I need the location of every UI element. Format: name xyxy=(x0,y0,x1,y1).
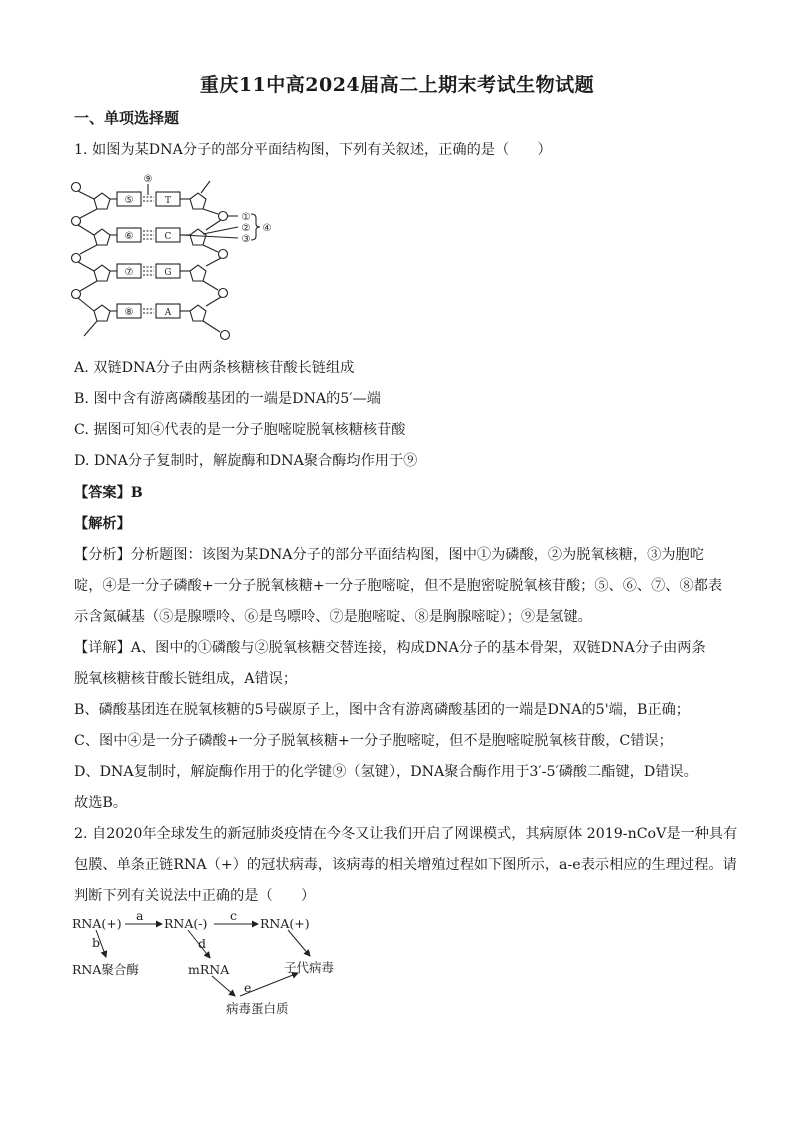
sugar-pentagon xyxy=(190,193,206,209)
phosphate-circle xyxy=(72,183,81,192)
sugar-pentagon xyxy=(94,193,110,209)
sugar-pentagon xyxy=(190,305,206,321)
process-label-a: a xyxy=(136,910,144,923)
phosphate-circle xyxy=(221,331,230,340)
base-label-right: C xyxy=(164,232,172,242)
q2-stem-line: 包膜、单条正链RNA（+）的冠状病毒，该病毒的相关增殖过程如下图所示，a-e表示相应的生理过程。请 xyxy=(74,857,737,873)
sugar-pentagon xyxy=(190,265,206,281)
process-label-b: b xyxy=(92,935,101,950)
phosphate-circle xyxy=(72,290,81,299)
base-label-right: A xyxy=(164,308,172,318)
sugar-pentagon xyxy=(190,229,206,245)
part-label: ① xyxy=(241,212,251,223)
analysis-line: D、DNA复制时，解旋酶作用于的化学键⑨（氢键），DNA聚合酶作用于3′-5′磷酸二酯键，D错误。 xyxy=(74,764,698,780)
rna-positive-label-2: RNA(+) xyxy=(260,916,310,931)
rna-positive-label: RNA(+) xyxy=(72,916,122,931)
process-label-e: e xyxy=(244,980,252,995)
base-label-left: ⑥ xyxy=(124,231,134,242)
base-label-right: T xyxy=(164,196,172,206)
part-label: ③ xyxy=(241,234,251,245)
base-label-left: ⑦ xyxy=(124,267,134,278)
analysis-line: 故选B。 xyxy=(74,795,127,811)
analysis-line: 啶，④是一分子磷酸+一分子脱氧核糖+一分子胞嘧啶，但不是胞密啶脱氧核苷酸；⑤、⑥、⑦、⑧都表 xyxy=(74,578,723,594)
q1-option-a: A. 双链DNA分子由两条核糖核苷酸长链组成 xyxy=(74,360,355,376)
analysis-line: 【分析】分析题图：该图为某DNA分子的部分平面结构图，图中①为磷酸，②为脱氧核糖，③为胞咜 xyxy=(74,547,704,563)
q1-answer: 【答案】B xyxy=(74,485,143,501)
analysis-line: B、磷酸基团连在脱氧核糖的5号碳原子上，图中含有游离磷酸基团的一端是DNA的5'端，B正确； xyxy=(74,702,690,718)
base-label-left: ⑤ xyxy=(124,195,134,206)
process-label-d: d xyxy=(198,936,207,951)
q1-stem: 1. 如图为某DNA分子的部分平面结构图，下列有关叙述，正确的是（ ） xyxy=(74,142,552,158)
analysis-line: C、图中④是一分子磷酸+一分子脱氧核糖+一分子胞嘧啶，但不是胞嘧啶脱氧核苷酸，C错误； xyxy=(74,733,673,749)
q2-stem-line: 判断下列有关说法中正确的是（ ） xyxy=(74,888,316,904)
base-label-left: ⑧ xyxy=(124,307,134,318)
rna-polymerase-label: RNA聚合酶 xyxy=(72,962,139,977)
q1-analysis-heading: 【解析】 xyxy=(74,516,131,532)
dna-structure-figure xyxy=(70,172,280,347)
virus-replication-diagram xyxy=(70,910,370,1020)
section-heading: 一、单项选择题 xyxy=(74,109,180,127)
phosphate-circle xyxy=(219,289,228,298)
phosphate-circle xyxy=(72,254,81,263)
mrna-label: mRNA xyxy=(188,962,230,977)
analysis-line: 脱氧核糖核苷酸长链组成，A错误； xyxy=(74,671,298,687)
process-label-c: c xyxy=(230,910,238,923)
rna-negative-label: RNA(-) xyxy=(164,916,208,931)
sugar-pentagon xyxy=(94,305,110,321)
virus-protein-label: 病毒蛋白质 xyxy=(226,1001,289,1016)
phosphate-circle xyxy=(72,217,81,226)
phosphate-circle xyxy=(219,250,228,259)
analysis-line: 【详解】A、图中的①磷酸与②脱氧核糖交替连接，构成DNA分子的基本骨架，双链DNA分子由两条 xyxy=(74,640,706,656)
analysis-line: 示含氮碱基（⑤是腺嘌呤、⑥是鸟嘌呤、⑦是胞嘧啶、⑧是胸腺嘧啶）；⑨是氢键。 xyxy=(74,609,592,625)
phosphate-circle xyxy=(219,212,228,221)
q1-option-d: D. DNA分子复制时，解旋酶和DNA聚合酶均作用于⑨ xyxy=(74,453,418,469)
progeny-virus-label: 子代病毒 xyxy=(284,960,335,975)
q2-stem-line: 2. 自2020年全球发生的新冠肺炎疫情在今冬又让我们开启了网课模式，其病原体 2019-nCoV是一种具有 xyxy=(74,826,738,842)
bond-label: ⑨ xyxy=(143,174,153,185)
part-label: ② xyxy=(241,223,251,234)
sugar-pentagon xyxy=(94,229,110,245)
q1-option-b: B. 图中含有游离磷酸基团的一端是DNA的5′—端 xyxy=(74,391,381,407)
base-label-right: G xyxy=(164,268,172,278)
q1-option-c: C. 据图可知④代表的是一分子胞嘧啶脱氧核糖核苷酸 xyxy=(74,422,406,438)
page-title: 重庆11中高2024届高二上期末考试生物试题 xyxy=(199,74,595,96)
whole-label: ④ xyxy=(262,223,272,234)
sugar-pentagon xyxy=(94,265,110,281)
